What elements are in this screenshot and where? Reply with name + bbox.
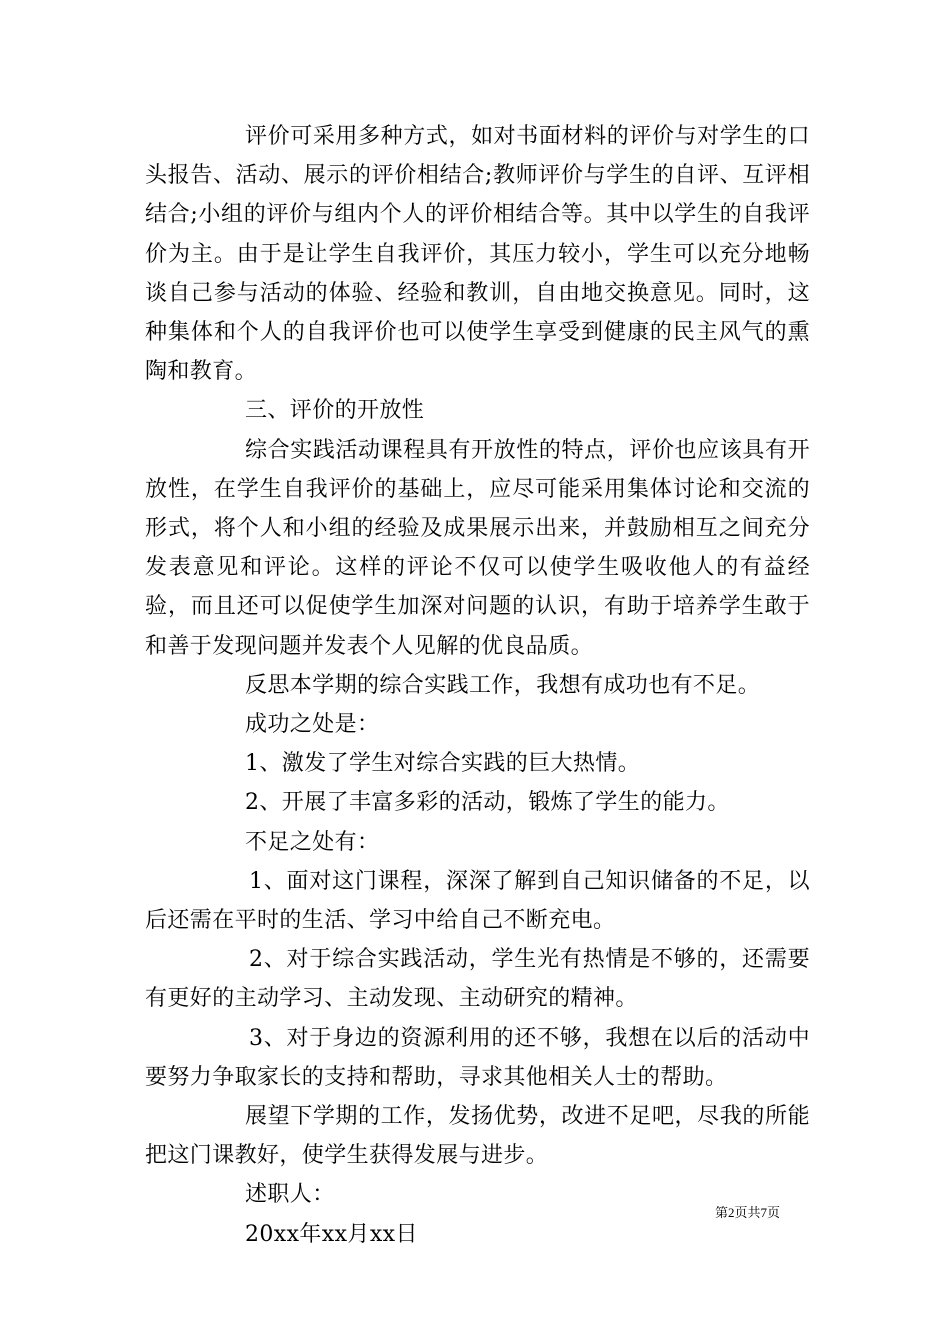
page-number-footer [715,1205,780,1222]
shortcoming-item-2: 2、对于综合实践活动，学生光有热情是不够的，还需要有更好的主动学习、主动发现、主动研究的精神。 [145,947,810,1012]
success-item-1: 1、激发了学生对综合实践的巨大热情。 [245,751,641,777]
successes-heading: 成功之处是： [245,712,380,738]
shortcoming-item-3: 3、对于身边的资源利用的还不够，我想在以后的活动中要努力争取家长的支持和帮助，寻求其他相关人士的帮助。 [145,1025,810,1090]
success-item-2: 2、开展了丰富多彩的活动，锻炼了学生的能力。 [245,790,730,816]
shortcoming-item-1: 1、面对这门课程，深深了解到自己知识储备的不足，以后还需在平时的生活、学习中给自己不断充电。 [145,868,810,934]
page-number-label: 第2页共7页 [715,1205,781,1220]
document-body [145,117,810,1254]
section-heading-openness: 三、评价的开放性 [245,398,425,424]
paragraph-reflection: 反思本学期的综合实践工作，我想有成功也有不足。 [245,672,761,698]
paragraph-evaluation-methods: 评价可采用多种方式，如对书面材料的评价与对学生的口头报告、活动、展示的评价相结合;教师评价与学生的自评、互评相结合;小组的评价与组内个人的评价相结合等。其中以学生的自我评价为主。由于是让学生自我评价，其压力较小，学生可以充分地畅谈自己参与活动的体验、经验和教训，自由地交换意见。同时，这种集体和个人的自我评价也可以使学生享受到健康的民主风气的熏陶和教育。 [145,124,810,385]
document-date: 20xx年xx月xx日 [245,1221,418,1247]
paragraph-outlook: 展望下学期的工作，发扬优势，改进不足吧，尽我的所能把这门课教好，使学生获得发展与进步。 [145,1104,810,1169]
paragraph-openness: 综合实践活动课程具有开放性的特点，评价也应该具有开放性，在学生自我评价的基础上，应尽可能采用集体讨论和交流的形式，将个人和小组的经验及成果展示出来，并鼓励相互之间充分发表意见和评论。这样的评论不仅可以使学生吸收他人的有益经验，而且还可以促使学生加深对问题的认识，有助于培养学生敢于和善于发现问题并发表个人见解的优良品质。 [145,437,810,659]
shortcomings-heading: 不足之处有： [245,829,380,855]
signature-label: 述职人： [245,1182,335,1208]
